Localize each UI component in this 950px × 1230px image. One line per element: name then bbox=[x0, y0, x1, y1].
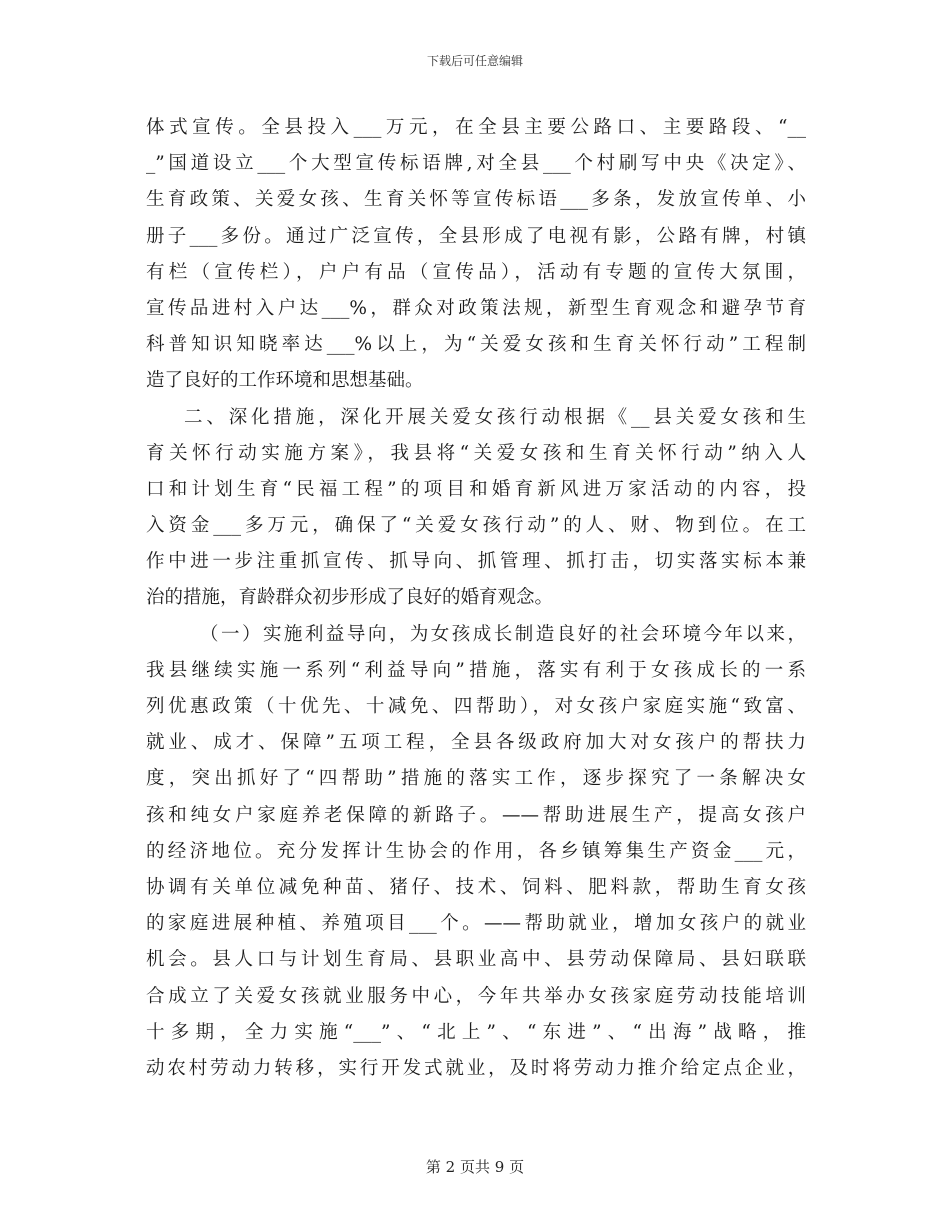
document-body bbox=[146, 110, 806, 1087]
text-line: 机会。县人口与计划生育局、县职业高中、县劳动保障局、县妇联联 bbox=[146, 949, 806, 971]
text-line: 科普知识知晓率达___%以上，为“关爱女孩和生育关怀行动”工程制 bbox=[146, 334, 806, 356]
text-line: 入资金___多万元，确保了“关爱女孩行动”的人、财、物到位。在工 bbox=[146, 515, 806, 537]
text-line: 治的措施，育龄群众初步形成了良好的婚育观念。 bbox=[146, 587, 554, 609]
text-line: 生育政策、关爱女孩、生育关怀等宣传标语___多条，发放宣传单、小 bbox=[146, 189, 806, 211]
text-line: 我县继续实施一系列“利益导向”措施，落实有利于女孩成长的一系 bbox=[146, 659, 806, 681]
text-line: 宣传品进村入户达___%，群众对政策法规，新型生育观念和避孕节育 bbox=[146, 297, 806, 319]
text-line: 作中进一步注重抓宣传、抓导向、抓管理、抓打击，切实落实标本兼 bbox=[146, 551, 806, 573]
page-number-footer: 第 2 页共 9 页 bbox=[425, 1158, 525, 1176]
text-line: 口和计划生育“民福工程”的项目和婚育新风进万家活动的内容，投 bbox=[146, 478, 806, 500]
text-line: 造了良好的工作环境和思想基础。 bbox=[146, 370, 424, 392]
section-heading-line: 二、深化措施，深化开展关爱女孩行动根据《__县关爱女孩和生 bbox=[184, 406, 806, 428]
text-line: 育关怀行动实施方案》，我县将“关爱女孩和生育关怀行动”纳入人 bbox=[146, 442, 806, 464]
text-line: 的经济地位。充分发挥计生协会的作用，各乡镇筹集生产资金___元， bbox=[146, 840, 806, 862]
text-line: 十多期，全力实施“___”、“北上”、“东进”、“出海”战略，推 bbox=[146, 1021, 806, 1043]
text-line: 列优惠政策（十优先、十减免、四帮助），对女孩户家庭实施“致富、 bbox=[146, 696, 806, 717]
page-header: 下载后可任意编辑 bbox=[426, 54, 523, 68]
text-line: 体式宣传。全县投入___万元，在全县主要公路口、主要路段、“__ bbox=[146, 117, 806, 138]
text-line: 动农村劳动力转移，实行开发式就业，及时将劳动力推介给定点企业， bbox=[146, 1057, 806, 1079]
text-line: 的家庭进展种植、养殖项目___个。——帮助就业，增加女孩户的就业 bbox=[146, 913, 806, 935]
text-line: 孩和纯女户家庭养老保障的新路子。——帮助进展生产，提高女孩户 bbox=[146, 804, 806, 826]
text-line: 协调有关单位减免种苗、猪仔、技术、饲料、肥料款，帮助生育女孩 bbox=[146, 876, 806, 898]
text-line: 度，突出抓好了“四帮助”措施的落实工作，逐步探究了一条解决女 bbox=[146, 768, 806, 790]
text-line: _”国道设立___个大型宣传标语牌,对全县___个村刷写中央《决定》、 bbox=[146, 153, 806, 175]
text-line: 合成立了关爱女孩就业服务中心，今年共举办女孩家庭劳动技能培训 bbox=[146, 985, 806, 1007]
subsection-heading-line: （一）实施利益导向，为女孩成长制造良好的社会环境今年以来， bbox=[200, 623, 806, 645]
text-line: 就业、成才、保障”五项工程，全县各级政府加大对女孩户的帮扶力 bbox=[146, 732, 806, 754]
text-line: 册子___多份。通过广泛宣传，全县形成了电视有影，公路有牌，村镇 bbox=[146, 225, 806, 247]
text-line: 有栏（宣传栏），户户有品（宣传品），活动有专题的宣传大氛围， bbox=[146, 261, 806, 283]
